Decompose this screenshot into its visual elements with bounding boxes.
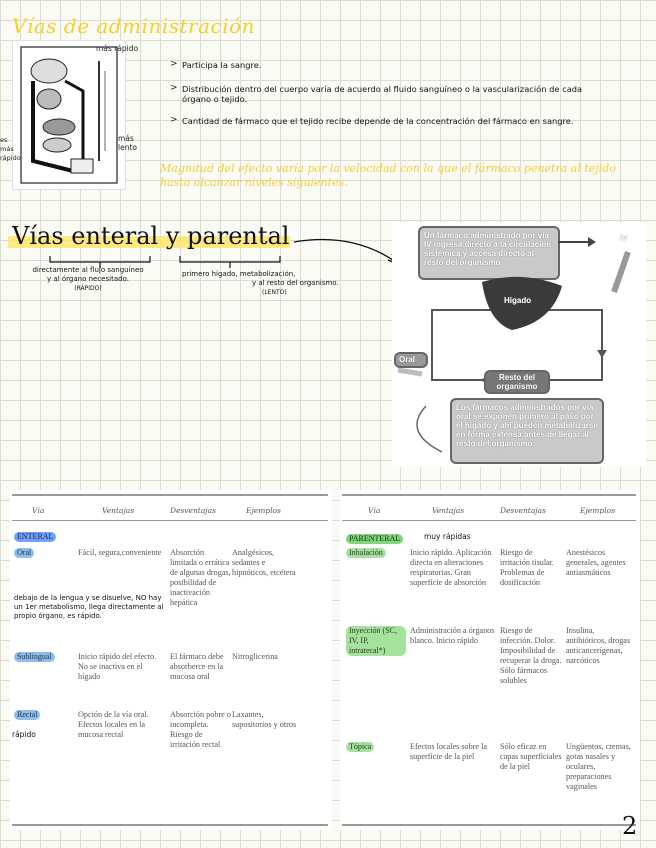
iv-box-text: Un fármaco administrado por vía IV ingresa directo a la circulación sistémica y accesa directo al resto del organismo — [424, 231, 552, 267]
arrow-to-diagram-icon — [292, 232, 402, 272]
divider — [342, 520, 636, 521]
bullet-1: Participa la sangre. — [182, 60, 262, 70]
divider — [12, 494, 328, 496]
label-slow: más lento — [118, 134, 137, 152]
divider — [12, 824, 328, 826]
yellow-note: Magnitud del efecto varía por la velocidad con la que el fármaco penetra al tejido hasta alcanzar niveles siguientes. — [160, 162, 616, 189]
topica-desventajas: Sólo eficaz en capas superficiales de la piel — [500, 742, 562, 771]
iv-label: IV — [620, 234, 628, 243]
oral-box-text: Los fármacos administrados por vía oral se exponen primero al paso por el hígado y ahí pueden metabolizarse en forma extensa antes de llegar al resto del organismo — [456, 403, 598, 448]
oral-box — [450, 398, 604, 464]
sublingual-ventajas: Inicio rápido del efecto. No se inactiva en el hígado — [78, 652, 157, 681]
circulation-diagram — [12, 40, 126, 190]
page-number: 2 — [622, 812, 638, 840]
divider — [12, 520, 328, 521]
parental-note — [182, 270, 382, 297]
via-inhalacion: Inhalación — [346, 548, 386, 558]
enteral-note-speed: (RÁPIDO) — [74, 285, 102, 292]
rectal-note: rápido — [12, 730, 36, 739]
oral-ventajas: Fácil, segura,conveniente — [78, 548, 162, 557]
enteral-note-line1: directamente al flujo sanguíneo — [32, 266, 144, 274]
inhalacion-ejemplos: Anestésicos generales, agentes antiasmáticos — [566, 548, 626, 577]
page-title: Vías de administración — [12, 14, 256, 38]
oral-tag — [394, 352, 428, 368]
parental-note-speed: (LENTO) — [262, 289, 287, 296]
col-header-ventajas: Ventajas — [102, 506, 135, 515]
inhalacion-desventajas: Riesgo de irritación tisular. Problemas de dosificación — [500, 548, 555, 587]
via-topica: Tópica — [346, 742, 374, 752]
col-header-ejemplos: Ejemplos — [580, 506, 615, 515]
parenteral-group-tag: PARENTERAL — [346, 534, 403, 544]
enteral-table — [10, 490, 332, 830]
divider — [342, 494, 636, 496]
sublingual-desventajas: El fármaco debe absorberce en la mucosa oral — [170, 652, 224, 681]
drug-flow-diagram — [392, 222, 646, 467]
liver-label: Hígado — [504, 296, 532, 305]
sublingual-note: debajo de la lengua y se disuelve, NO hay un 1er metabolismo, llega directamente al propio órgano, es rápido. — [14, 594, 164, 620]
rest-label: Resto del organismo — [496, 373, 538, 391]
parenteral-table — [340, 490, 640, 830]
enteral-group-tag: ENTERAL — [14, 532, 56, 542]
bullet-arrow-icon: > — [170, 59, 178, 69]
bullet-3: Cantidad de fármaco que el tejido recibe depende de la concentración del fármaco en sangre. — [182, 116, 574, 126]
rectal-ejemplos: Laxantes, supositorios y otros — [232, 710, 297, 729]
via-sublingual: Sublingual — [14, 652, 55, 662]
rectal-ventajas: Opción de la vía oral. Efectos locales en la mucosa rectal — [78, 710, 149, 739]
parenteral-group-note: muy rápidas — [424, 532, 471, 541]
bullet-2: Distribución dentro del cuerpo varía de acuerdo al fluido sanguíneo o la vascularización de cada órgano o tejido. — [182, 84, 583, 104]
parental-note-line2: y al resto del organismo. — [252, 279, 339, 287]
via-oral: Oral — [14, 548, 34, 558]
label-fast-2: es más rápido — [0, 136, 21, 162]
label-fast: más rápido — [96, 44, 139, 53]
rest-tag — [484, 370, 550, 394]
col-header-desventajas: Desventajas — [500, 506, 546, 515]
col-header-desventajas: Desventajas — [170, 506, 216, 515]
inyeccion-desventajas: Riesgo de infección. Dolor. Imposibilidad de recuperar la droga. Sólo fármacos solubles — [500, 626, 562, 685]
sublingual-ejemplos: Nitroglicerina — [232, 652, 278, 661]
col-header-via: Vía — [32, 506, 45, 515]
divider — [342, 824, 636, 826]
oral-label: Oral — [399, 355, 416, 364]
col-header-ventajas: Ventajas — [432, 506, 465, 515]
oral-desventajas: Absorción limitada o errática de algunas drogas, posibilidad de inactivación hepática — [170, 548, 231, 607]
parental-note-line1: primero hígado, metabolización, — [182, 270, 296, 278]
via-rectal: Rectal — [14, 710, 40, 720]
topica-ejemplos: Ungüentos, cremas, gotas nasales y oculares, preparaciones vaginales — [566, 742, 631, 791]
bullet-arrow-icon: > — [170, 83, 178, 93]
inyeccion-ejemplos: Insulina, antibióticos, drogas anticancerígenas, narcóticos — [566, 626, 631, 665]
oral-ejemplos: Analgésicos, sedantes e hipnóticos, etcétera — [232, 548, 296, 577]
enteral-note — [8, 266, 168, 293]
inhalacion-ventajas: Inicio rápido. Aplicación directa en alteraciones respiratorias. Gran superficie de absorción — [410, 548, 492, 587]
inyeccion-ventajas: Administración a órganos blanco. Inicio rápido — [410, 626, 495, 645]
via-inyeccion: Inyección (SC, IV, IP, intratecal*) — [346, 626, 406, 656]
col-header-ejemplos: Ejemplos — [246, 506, 281, 515]
col-header-via: Vía — [368, 506, 381, 515]
rectal-desventajas: Absorción pobre o incompleta. Riesgo de irritación rectal — [170, 710, 231, 749]
enteral-note-line2: y al órgano necesitado. — [47, 275, 129, 283]
topica-ventajas: Efectos locales sobre la superficie de la piel — [410, 742, 488, 761]
section-title: Vías enteral y parental — [12, 222, 290, 250]
bullet-arrow-icon: > — [170, 115, 178, 125]
